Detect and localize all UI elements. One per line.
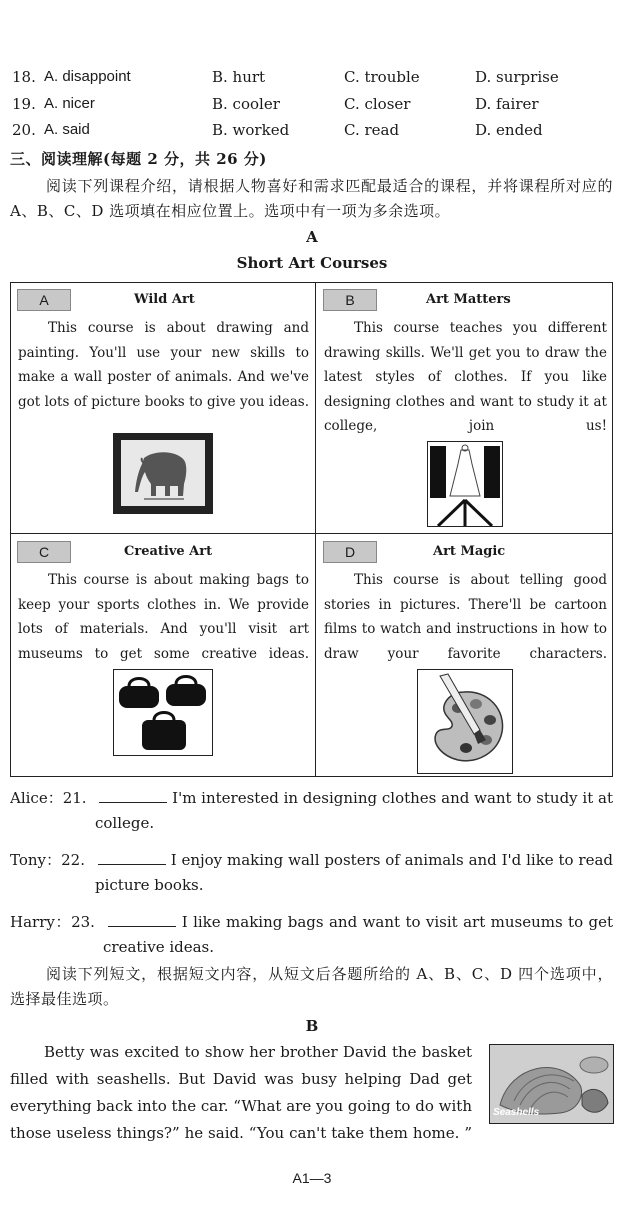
- option-b: B. hurt: [212, 68, 266, 86]
- course-letter-badge: D: [323, 541, 377, 563]
- instruction-2: 阅读下列短文，根据短文内容，从短文后各题所给的 A、B、C、D 四个选项中，选择最佳选项。: [10, 965, 613, 1008]
- option-a: A. nicer: [44, 95, 95, 112]
- table-divider: [10, 533, 613, 534]
- course-description: This course is about drawing and painting. You'll use your new skills to make a wall poster of animals. And we've got lots of picture books to give you ideas.: [18, 320, 309, 410]
- bags-icon: [113, 669, 213, 756]
- course-title: Wild Art: [134, 292, 195, 307]
- question-text: I'm interested in designing clothes and want to study it at: [172, 789, 613, 807]
- option-c: C. read: [344, 121, 400, 139]
- course-title: Creative Art: [124, 544, 213, 559]
- course-letter-badge: A: [17, 289, 71, 311]
- palette-brush-icon: [417, 669, 513, 774]
- passage-a-title: Short Art Courses: [236, 254, 388, 272]
- option-row-20: [12, 121, 612, 145]
- course-letter-badge: B: [323, 289, 377, 311]
- question-number: 18.: [12, 68, 36, 86]
- image-caption: Seashells: [493, 1107, 540, 1118]
- course-title: Art Matters: [426, 292, 511, 307]
- option-row-18: [12, 68, 612, 92]
- option-a: A. said: [44, 121, 90, 138]
- question-text: I like making bags and want to visit art museums to get: [181, 913, 613, 931]
- question-text: creative ideas.: [103, 938, 215, 956]
- option-c: C. closer: [344, 95, 411, 113]
- question-21: [10, 787, 613, 832]
- person-label: Tony：22.: [10, 851, 85, 869]
- answer-blank[interactable]: [98, 850, 166, 865]
- elephant-icon: [113, 433, 213, 514]
- passage-line: Betty was excited to show her brother David the basket: [44, 1043, 472, 1061]
- option-c: C. trouble: [344, 68, 420, 86]
- person-label: Alice：21.: [10, 789, 87, 807]
- passage-b-letter: B: [305, 1017, 319, 1035]
- option-d: D. fairer: [475, 95, 539, 113]
- course-title: Art Magic: [433, 544, 506, 559]
- answer-blank[interactable]: [99, 788, 167, 803]
- instruction-1: 阅读下列课程介绍，请根据人物喜好和需求匹配最适合的课程，并将课程所对应的 A、B、C、D 选项填在相应位置上。选项中有一项为多余选项。: [10, 177, 613, 220]
- passage-a-letter: A: [306, 228, 318, 246]
- option-row-19: [12, 95, 612, 119]
- passage-line: those useless things?” he said. “You can't take them home. ”: [10, 1124, 472, 1142]
- option-b: B. worked: [212, 121, 290, 139]
- person-label: Harry：23.: [10, 913, 95, 931]
- question-22: [10, 849, 613, 894]
- question-text: college.: [95, 814, 155, 832]
- course-letter-badge: C: [17, 541, 71, 563]
- option-a: A. disappoint: [44, 68, 131, 85]
- passage-line: everything back into the car. “What are you going to do with: [10, 1097, 472, 1115]
- question-number: 20.: [12, 121, 36, 139]
- dress-easel-icon: [427, 441, 503, 527]
- question-number: 19.: [12, 95, 36, 113]
- course-description: This course teaches you different drawing skills. We'll get you to draw the latest styles of clothes. If you like designing clothes and want to study it at college, join us!: [324, 320, 607, 434]
- seashells-image: [489, 1044, 614, 1124]
- table-divider: [315, 282, 316, 777]
- option-b: B. cooler: [212, 95, 280, 113]
- option-d: D. ended: [475, 121, 543, 139]
- question-23: [10, 911, 613, 956]
- section-heading: 三、阅读理解(每题 2 分，共 26 分): [10, 150, 267, 168]
- page-number: A1—3: [292, 1170, 332, 1186]
- course-description: This course is about making bags to keep your sports clothes in. We provide lots of materials. And you'll visit art museums to get some creative ideas.: [18, 572, 309, 662]
- question-text: picture books.: [95, 876, 204, 894]
- passage-line: filled with seashells. But David was busy helping Dad get: [10, 1070, 472, 1088]
- course-description: This course is about telling good stories in pictures. There'll be cartoon films to watch and instructions in how to draw your favorite characters.: [324, 572, 607, 662]
- answer-blank[interactable]: [108, 912, 176, 927]
- question-text: I enjoy making wall posters of animals and I'd like to read: [170, 851, 613, 869]
- option-d: D. surprise: [475, 68, 559, 86]
